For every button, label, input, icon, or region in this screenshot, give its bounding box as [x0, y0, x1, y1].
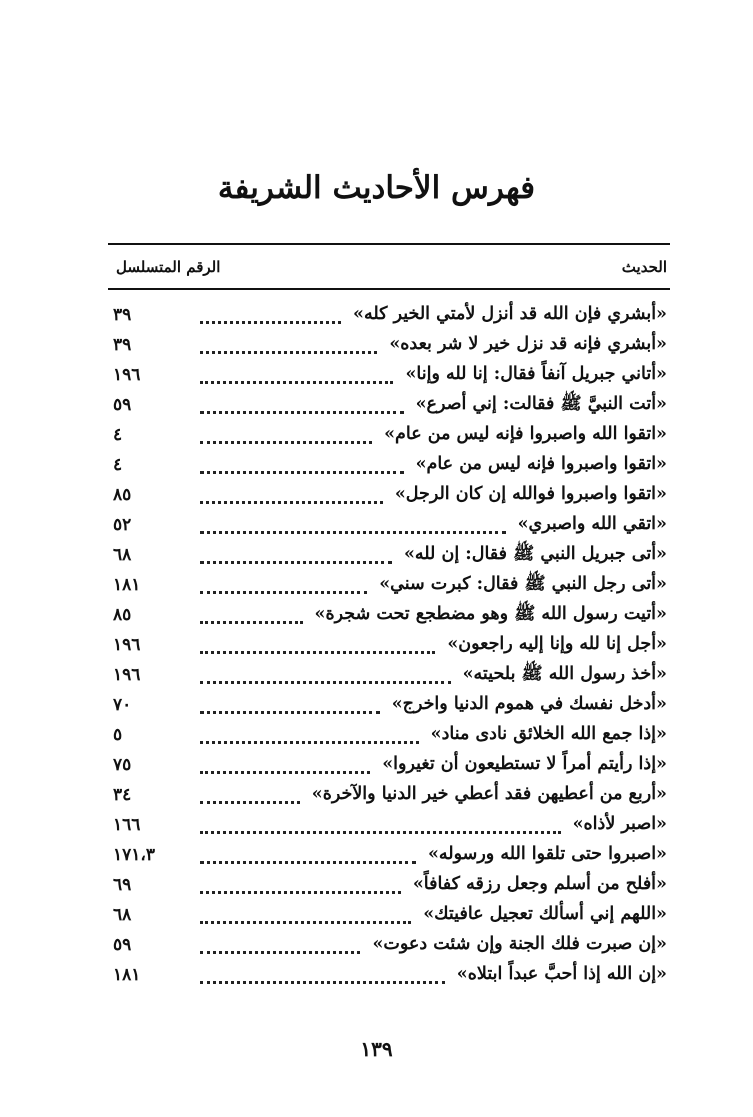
leader-dots	[200, 304, 341, 324]
leader-dots	[200, 754, 370, 774]
index-row	[0, 960, 753, 990]
hadith-text: «أتيت رسول الله ﷺ وهو مضطجع تحت شجرة»	[314, 604, 667, 624]
hadith-text: «إن صبرت فلك الجنة وإن شئت دعوت»	[372, 934, 667, 954]
index-row	[0, 420, 753, 450]
reference-number: ١٨١	[113, 575, 141, 595]
reference-number: ٧٠	[113, 695, 132, 715]
hadith-text: «إذا جمع الله الخلائق نادى مناد»	[430, 724, 667, 744]
reference-number: ١٩٦	[113, 365, 141, 385]
leader-dots	[200, 784, 300, 804]
reference-number: ٥	[113, 725, 123, 745]
reference-number: ١٦٦	[113, 815, 141, 835]
index-row	[0, 540, 753, 570]
hadith-text: «اصبر لأذاه»	[572, 814, 667, 834]
reference-number: ٣٩	[113, 335, 132, 355]
index-row	[0, 750, 753, 780]
index-row	[0, 300, 753, 330]
hadith-text: «اتقوا الله واصبروا فإنه ليس من عام»	[384, 424, 667, 444]
hadith-text: «أربع من أعطيهن فقد أعطي خير الدنيا والآخرة»	[311, 784, 667, 804]
hadith-text: «اتقوا واصبروا فوالله إن كان الرجل»	[394, 484, 667, 504]
reference-number: ٤	[113, 455, 123, 475]
reference-number: ٧٥	[113, 755, 132, 775]
leader-dots	[200, 604, 303, 624]
index-row	[0, 870, 753, 900]
index-row	[0, 810, 753, 840]
index-row	[0, 600, 753, 630]
leader-dots	[200, 814, 561, 834]
index-row	[0, 660, 753, 690]
hadith-text: «اللهم إني أسألك تعجيل عافيتك»	[423, 904, 667, 924]
index-row	[0, 630, 753, 660]
hadith-text: «إذا رأيتم أمراً لا تستطيعون أن تغيروا»	[382, 754, 667, 774]
hadith-text: «أفلح من أسلم وجعل رزقه كفافاً»	[412, 874, 667, 894]
index-row	[0, 390, 753, 420]
reference-number: ٦٨	[113, 905, 132, 925]
leader-dots	[200, 394, 404, 414]
reference-number: ١٨١	[113, 965, 141, 985]
index-row	[0, 720, 753, 750]
reference-number: ٣٩	[113, 305, 132, 325]
leader-dots	[200, 874, 401, 894]
index-row	[0, 510, 753, 540]
hadith-text: «أتى جبريل النبي ﷺ فقال: إن لله»	[403, 544, 667, 564]
leader-dots	[200, 724, 419, 744]
leader-dots	[200, 964, 445, 984]
leader-dots	[200, 514, 506, 534]
hadith-text: «أخذ رسول الله ﷺ بلحيته»	[462, 664, 667, 684]
hadith-text: «أدخل نفسك في هموم الدنيا واخرج»	[391, 694, 667, 714]
hadith-text: «أبشري فإن الله قد أنزل لأمتي الخير كله»	[353, 304, 667, 324]
reference-number: ٥٩	[113, 935, 132, 955]
leader-dots	[200, 634, 435, 654]
index-row	[0, 780, 753, 810]
leader-dots	[200, 904, 411, 924]
reference-number: ٣٤	[113, 785, 132, 805]
hadith-text: «أتاني جبريل آنفاً فقال: إنا لله وإنا»	[405, 364, 667, 384]
reference-number: ٨٥	[113, 485, 132, 505]
index-row	[0, 690, 753, 720]
hadith-text: «أتت النبيَّ ﷺ فقالت: إني أصرع»	[415, 394, 667, 414]
index-row	[0, 480, 753, 510]
leader-dots	[200, 334, 377, 354]
hadith-text: «اتقي الله واصبري»	[517, 514, 667, 534]
leader-dots	[200, 694, 380, 714]
leader-dots	[200, 544, 392, 564]
column-header-number: الرقم المتسلسل	[116, 258, 221, 276]
index-row	[0, 570, 753, 600]
leader-dots	[200, 364, 393, 384]
leader-dots	[200, 424, 372, 444]
hadith-text: «أتى رجل النبي ﷺ فقال: كبرت سني»	[379, 574, 667, 594]
index-row	[0, 360, 753, 390]
hadith-text: «أجل إنا لله وإنا إليه راجعون»	[447, 634, 667, 654]
index-row	[0, 450, 753, 480]
reference-number: ١٩٦	[113, 665, 141, 685]
leader-dots	[200, 934, 360, 954]
header-bottom-rule	[108, 288, 670, 290]
reference-number: ٥٩	[113, 395, 132, 415]
column-header-hadith: الحديث	[621, 258, 667, 276]
index-row	[0, 930, 753, 960]
leader-dots	[200, 484, 383, 504]
reference-number: ٨٥	[113, 605, 132, 625]
page-number: ١٣٩	[360, 1037, 393, 1061]
index-row	[0, 330, 753, 360]
reference-number: ١٧١،٣	[113, 845, 156, 865]
reference-number: ٦٨	[113, 545, 132, 565]
leader-dots	[200, 844, 416, 864]
hadith-text: «أبشري فإنه قد نزل خير لا شر بعده»	[389, 334, 667, 354]
hadith-text: «اتقوا واصبروا فإنه ليس من عام»	[415, 454, 667, 474]
index-row	[0, 900, 753, 930]
hadith-text: «اصبروا حتى تلقوا الله ورسوله»	[427, 844, 667, 864]
reference-number: ٥٢	[113, 515, 132, 535]
reference-number: ١٩٦	[113, 635, 141, 655]
reference-number: ٤	[113, 425, 123, 445]
hadith-text: «إن الله إذا أحبَّ عبداً ابتلاه»	[456, 964, 667, 984]
index-row	[0, 840, 753, 870]
reference-number: ٦٩	[113, 875, 132, 895]
leader-dots	[200, 574, 367, 594]
leader-dots	[200, 454, 404, 474]
page-title: فهرس الأحاديث الشريفة	[217, 170, 536, 206]
header-top-rule	[108, 243, 670, 245]
leader-dots	[200, 664, 451, 684]
